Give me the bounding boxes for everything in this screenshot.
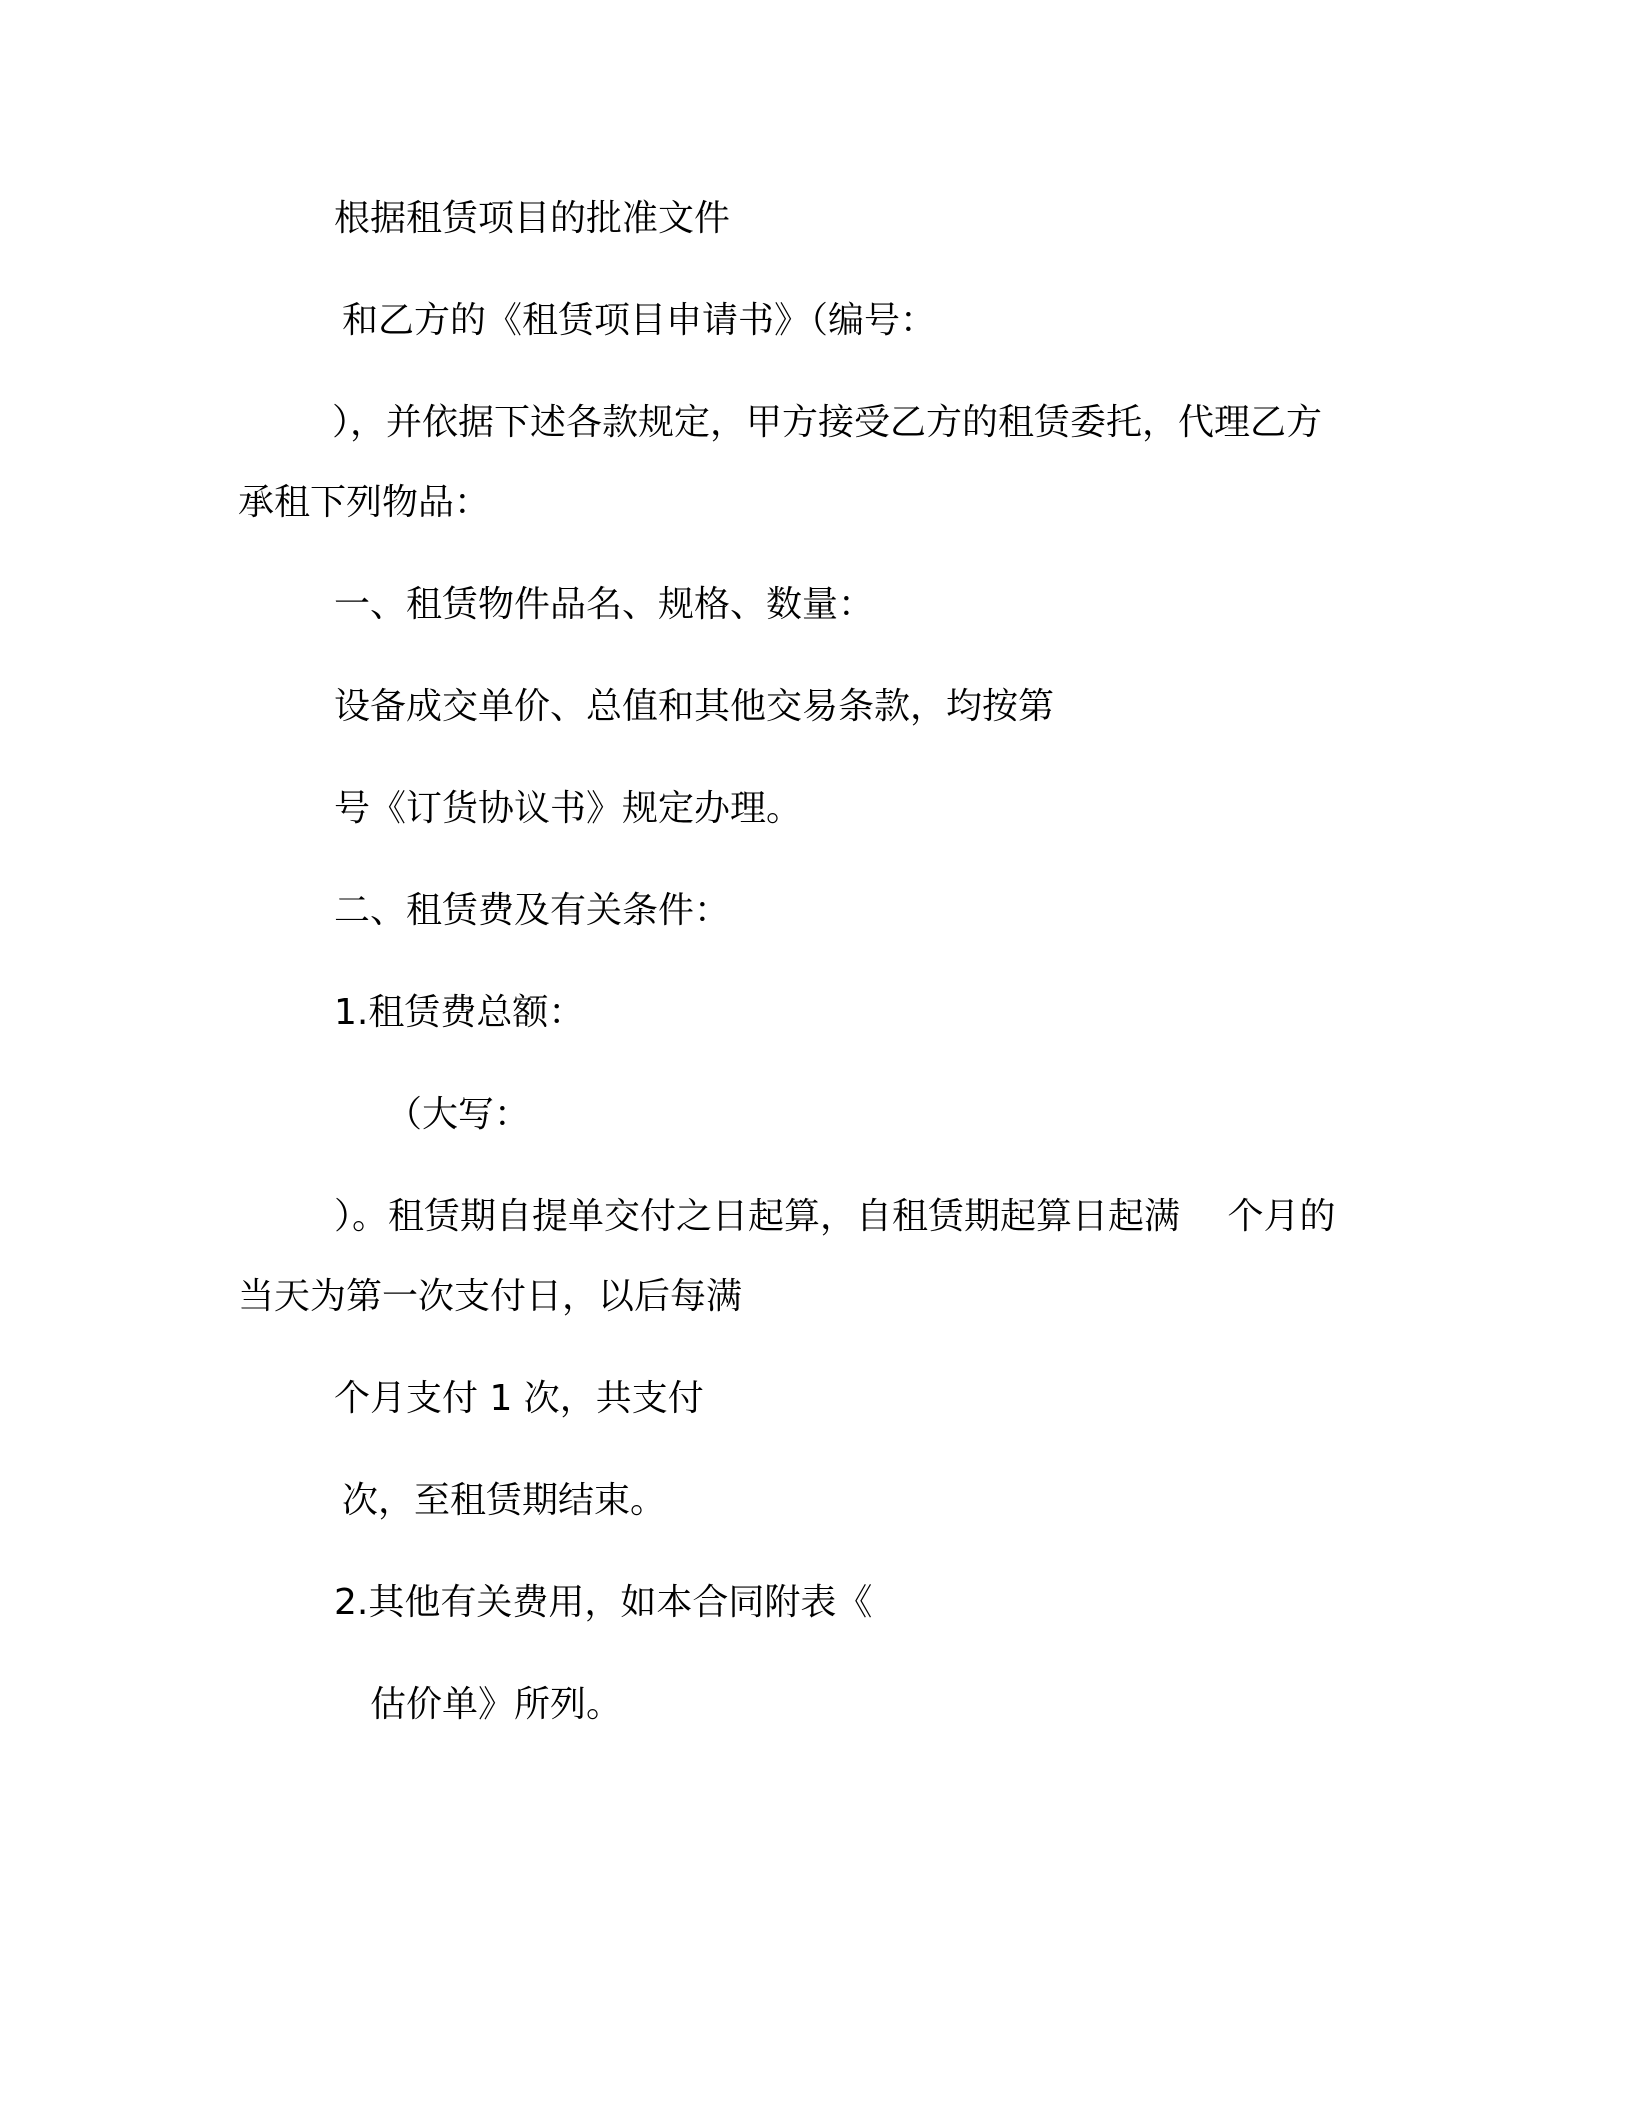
text-line-capitalized-amount: （大写： (386, 1094, 531, 1135)
text-line-estimate-list: 估价单》所列。 (370, 1684, 623, 1725)
text-line-application-number: 和乙方的《租赁项目申请书》（编号： (342, 300, 937, 341)
text-line-order-agreement: 号《订货协议书》规定办理。 (334, 788, 803, 829)
text-line-first-payment: 当天为第一次支付日，以后每满 (238, 1276, 743, 1317)
text-line-monthly-payment: 个月支付 1 次，共支付 (334, 1378, 704, 1419)
item-other-fees: 2.其他有关费用，如本合同附表《 (334, 1582, 873, 1623)
text-line-entrustment: ），并依据下述各款规定，甲方接受乙方的租赁委托，代理乙方 (332, 402, 1323, 443)
text-line-price-terms: 设备成交单价、总值和其他交易条款，均按第 (334, 686, 1055, 727)
text-line-lease-items: 承租下列物品： (238, 482, 491, 523)
text-line-payment-end: 次，至租赁期结束。 (342, 1480, 667, 1521)
item-total-lease-fee: 1.租赁费总额： (334, 992, 585, 1033)
section-heading-lease-object: 一、租赁物件品名、规格、数量： (334, 584, 875, 625)
text-line-lease-period: ）。租赁期自提单交付之日起算，自租赁期起算日起满 个月的 (334, 1196, 1336, 1237)
text-line-approval-document: 根据租赁项目的批准文件 (334, 198, 731, 239)
section-heading-lease-fees: 二、租赁费及有关条件： (334, 890, 731, 931)
